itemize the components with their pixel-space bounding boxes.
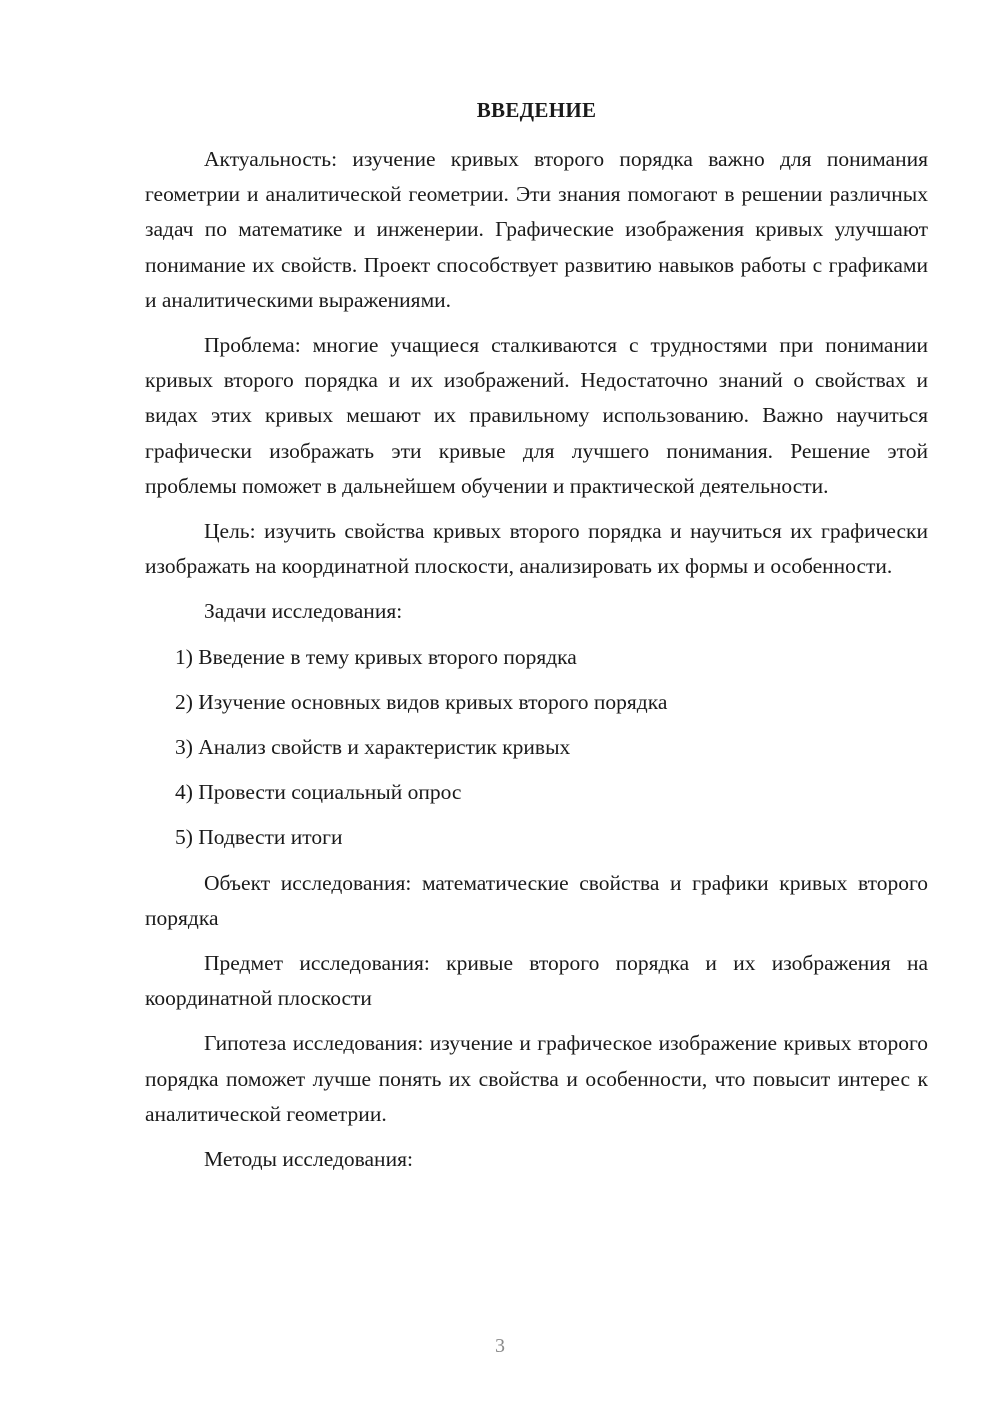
- tasks-heading: Задачи исследования:: [204, 599, 403, 624]
- list-item: 2) Изучение основных видов кривых второго порядка: [175, 689, 668, 714]
- document-body: [145, 142, 928, 1187]
- list-item: 4) Провести социальный опрос: [175, 780, 462, 805]
- goal-paragraph: Цель: изучить свойства кривых второго порядка и научиться их графически изображать на координатной плоскости, анализировать их формы и особенности.: [145, 519, 928, 579]
- problem-paragraph: Проблема: многие учащиеся сталкиваются с трудностями при понимании кривых второго порядка и их изображений. Недостаточно знаний о свойствах и видах этих кривых мешают их правильному использованию. Важно научиться графически изображать эти кривые для лучшего понимания. Решение этой проблемы поможет в дальнейшем обучении и практической деятельности.: [145, 333, 928, 498]
- tasks-list: [145, 640, 928, 856]
- list-item: 5) Подвести итоги: [175, 825, 343, 850]
- list-item: 1) Введение в тему кривых второго порядка: [175, 644, 577, 669]
- object-paragraph: Объект исследования: математические свойства и графики кривых второго порядка: [145, 870, 928, 930]
- hypothesis-paragraph: Гипотеза исследования: изучение и графическое изображение кривых второго порядка поможет лучше понять их свойства и особенности, что повысит интерес к аналитической геометрии.: [145, 1031, 928, 1126]
- relevance-paragraph: Актуальность: изучение кривых второго порядка важно для понимания геометрии и аналитической геометрии. Эти знания помогают в решении различных задач по математике и инженерии. Графические изображения кривых улучшают понимание их свойств. Проект способствует развитию навыков работы с графиками и аналитическими выражениями.: [145, 147, 928, 312]
- list-item: 3) Анализ свойств и характеристик кривых: [175, 735, 571, 760]
- methods-heading: Методы исследования:: [204, 1147, 413, 1172]
- section-title: ВВЕДЕНИЕ: [476, 98, 597, 122]
- subject-paragraph: Предмет исследования: кривые второго порядка и их изображения на координатной плоскости: [145, 951, 928, 1011]
- page-number: 3: [495, 1335, 505, 1357]
